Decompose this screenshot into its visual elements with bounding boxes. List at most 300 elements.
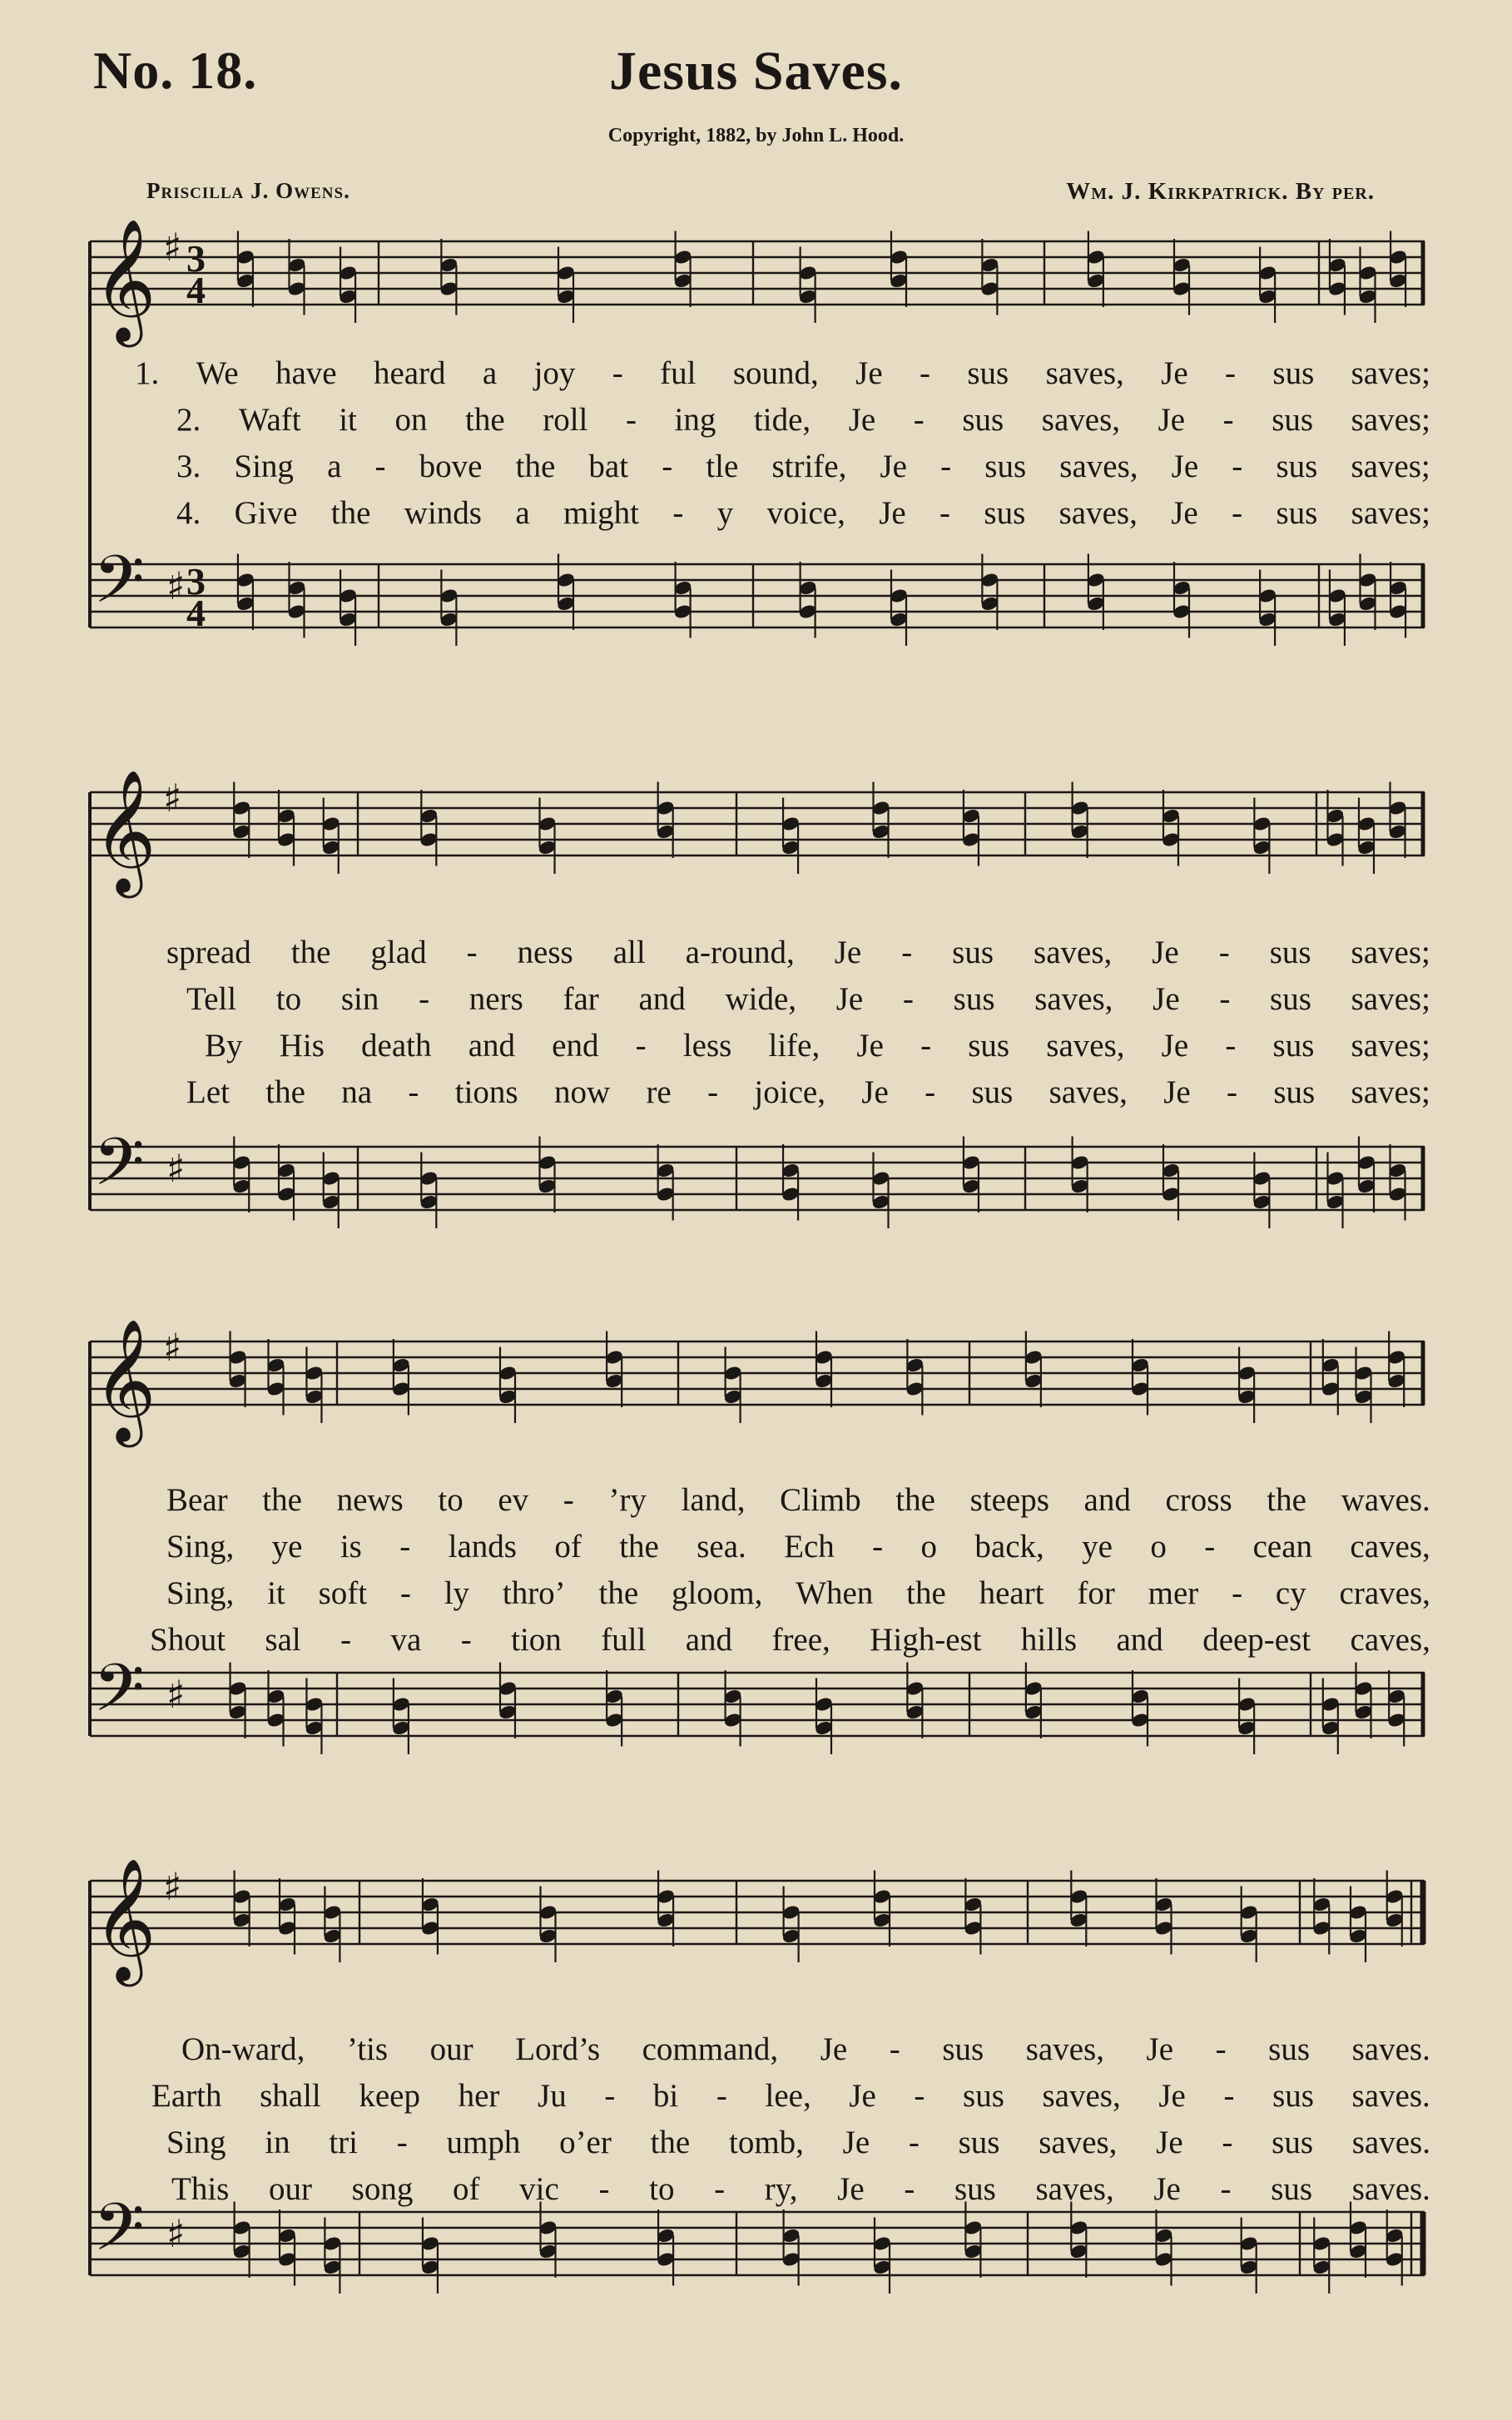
lyric-syllable: ly [444, 1575, 470, 1611]
sharp-icon: ♯ [163, 775, 182, 821]
lyric-syllable: ners [468, 981, 523, 1017]
lyric-syllable: - [1204, 1529, 1216, 1565]
lyric-syllable: all [612, 935, 646, 970]
lyric-syllable: Sing, [166, 1529, 235, 1565]
lyric-syllable: sal [265, 1622, 301, 1658]
lyric-syllable: sus [984, 449, 1027, 484]
lyric-syllable: - [714, 2171, 726, 2207]
lyric-syllable: ye [271, 1529, 303, 1565]
lyric-syllable: - [374, 449, 386, 484]
hymn-title: Jesus Saves. [608, 41, 904, 102]
lyric-syllable: - [1222, 402, 1234, 438]
lyric-syllable: the [906, 1575, 946, 1611]
lyric-syllable: - [340, 1622, 352, 1658]
lyric-syllable: joy [533, 355, 576, 391]
lyric-syllable: This [171, 2171, 230, 2207]
lyric-syllable: Bear [166, 1482, 228, 1518]
lyric-syllable: Tell [186, 981, 237, 1017]
lyricist-credit: Priscilla J. Owens. [146, 178, 350, 203]
lyric-syllable: - [662, 449, 673, 484]
lyric-syllable: sound, [732, 355, 819, 391]
lyric-syllable: and [685, 1622, 733, 1658]
lyric-syllable: command, [642, 2031, 779, 2067]
lyric-syllable: full [601, 1622, 647, 1658]
lyric-syllable: to [275, 981, 302, 1017]
lyric-syllable: shall [260, 2078, 321, 2114]
lyric-syllable: ry, [764, 2171, 798, 2207]
lyric-syllable: Give [234, 495, 298, 531]
lyric-syllable: Climb [780, 1482, 861, 1518]
lyric-syllable: winds [404, 495, 482, 531]
lyric-syllable: strife, [771, 449, 847, 484]
lyric-syllable: - [563, 1482, 574, 1518]
lyric-syllable: Je [856, 1028, 884, 1064]
composer-credit: Wm. J. Kirkpatrick. By per. [1066, 178, 1375, 205]
lyric-syllable: - [1219, 981, 1231, 1017]
lyric-syllable: Je [1161, 1028, 1189, 1064]
lyric-syllable: sea. [697, 1529, 746, 1565]
lyric-line [151, 2077, 1430, 2115]
lyric-syllable: of [554, 1529, 582, 1565]
lyric-syllable: saves; [1351, 1074, 1430, 1110]
lyric-syllable: sus [952, 935, 994, 970]
lyric-syllable: the [650, 2125, 691, 2160]
lyric-syllable: y [716, 495, 734, 531]
lyric-syllable: - [1225, 1028, 1237, 1064]
lyric-syllable: His [279, 1028, 325, 1064]
lyric-syllable: sus [968, 1028, 1010, 1064]
lyric-syllable: sus [967, 355, 1009, 391]
lyric-syllable: it [339, 402, 357, 438]
lyric-syllable: Je [835, 981, 864, 1017]
lyric-syllable: saves; [1351, 495, 1430, 531]
lyric-syllable: Shout [150, 1622, 226, 1658]
lyric-syllable: o [1150, 1529, 1167, 1565]
lyric-syllable: Je [880, 449, 907, 484]
lyric-syllable: - [939, 495, 951, 531]
time-signature-denominator: 4 [186, 269, 206, 311]
sharp-icon: ♯ [166, 563, 186, 608]
lyric-syllable: - [612, 355, 623, 391]
lyric-syllable: saves. [1351, 2171, 1430, 2207]
lyric-syllable: end [552, 1028, 599, 1064]
lyric-syllable: soft [318, 1575, 368, 1611]
lyric-syllable: vic [519, 2171, 559, 2207]
lyric-syllable: Je [861, 1074, 889, 1110]
lyric-syllable: bat [588, 449, 629, 484]
lyric-syllable: bove [419, 449, 483, 484]
sharp-icon: ♯ [166, 2210, 186, 2256]
lyric-syllable: keep [359, 2078, 420, 2114]
lyric-syllable: Je [1171, 495, 1198, 531]
lyric-syllable: have [275, 355, 337, 391]
lyric-syllable: saves. [1351, 2031, 1430, 2067]
lyric-syllable: sus [963, 2078, 1004, 2114]
lyric-syllable: - [1220, 2171, 1232, 2207]
lyric-syllable: tions [454, 1074, 518, 1110]
lyric-syllable: sus [1273, 1074, 1316, 1110]
lyric-syllable: saves; [1351, 449, 1430, 484]
lyric-syllable: sus [958, 2125, 1000, 2160]
lyric-syllable: sus [954, 2171, 996, 2207]
sharp-icon: ♯ [163, 224, 182, 270]
lyric-syllable: - [1225, 355, 1237, 391]
sharp-icon: ♯ [163, 1324, 182, 1370]
lyric-line [186, 1074, 1430, 1111]
lyric-syllable: song [351, 2171, 414, 2207]
lyric-syllable: - [604, 2078, 616, 2114]
lyric-syllable: - [1215, 2031, 1227, 2067]
lyric-syllable: o’er [559, 2125, 612, 2160]
lyric-syllable: Lord’s [515, 2031, 601, 2067]
lyric-syllable: Sing [234, 449, 294, 484]
lyric-syllable: Je [1152, 935, 1179, 970]
lyric-syllable: and [638, 981, 686, 1017]
lyric-syllable: in [265, 2125, 290, 2160]
lyric-syllable: bi [652, 2078, 679, 2114]
lyric-syllable: sus [1272, 2078, 1314, 2114]
lyric-syllable: Earth [151, 2078, 222, 2114]
lyric-syllable: Je [1161, 355, 1188, 391]
lyric-line [166, 2124, 1430, 2161]
lyric-syllable: Je [848, 402, 876, 438]
lyric-syllable: wide, [725, 981, 797, 1017]
lyric-syllable: - [716, 2078, 727, 2114]
lyric-syllable: caves, [1350, 1622, 1430, 1658]
lyric-syllable: - [940, 449, 952, 484]
lyric-syllable: - [419, 981, 430, 1017]
lyric-syllable: saves, [1034, 935, 1113, 970]
lyric-syllable: saves; [1351, 935, 1430, 970]
lyric-syllable: tomb, [728, 2125, 804, 2160]
lyric-line [181, 2031, 1430, 2068]
lyric-syllable: a [482, 355, 498, 391]
lyric-syllable: sus [1268, 2031, 1311, 2067]
lyric-syllable: Je [1171, 449, 1199, 484]
lyric-syllable: and [1083, 1482, 1131, 1518]
lyric-syllable: thro’ [502, 1575, 566, 1611]
lyric-syllable: saves, [1041, 402, 1120, 438]
lyric-syllable: spread [166, 935, 251, 970]
lyric-syllable: ’tis [346, 2031, 389, 2067]
lyric-syllable: - [399, 1575, 411, 1611]
lyric-syllable: sus [942, 2031, 984, 2067]
lyric-syllable: lee, [765, 2078, 811, 2114]
lyric-syllable: the [290, 935, 331, 970]
lyric-syllable: tion [511, 1622, 562, 1658]
lyric-syllable: the [330, 495, 371, 531]
lyric-syllable: her [458, 2078, 500, 2114]
lyric-syllable: - [1218, 935, 1230, 970]
lyric-syllable: caves, [1350, 1529, 1430, 1565]
lyric-syllable: On-ward, [181, 2031, 305, 2067]
bass-clef-icon: 𝄢 [93, 1649, 145, 1743]
lyric-line [186, 980, 1430, 1018]
lyric-syllable: Je [849, 2078, 876, 2114]
lyric-syllable: - [920, 355, 930, 391]
lyric-syllable: tri [329, 2125, 359, 2160]
lyric-syllable: waves. [1341, 1482, 1430, 1518]
lyric-line [176, 401, 1430, 439]
lyric-syllable: We [196, 355, 239, 391]
lyric-syllable: Ju [538, 2078, 567, 2114]
sharp-icon: ♯ [163, 1863, 182, 1909]
lyric-syllable: - [635, 1028, 647, 1064]
lyric-syllable: saves, [1042, 2078, 1121, 2114]
lyric-syllable: heart [979, 1575, 1044, 1611]
lyric-syllable: Je [1153, 981, 1180, 1017]
lyric-syllable: Je [1146, 2031, 1174, 2067]
lyric-syllable: the [598, 1575, 639, 1611]
lyric-syllable: - [1232, 495, 1243, 531]
lyric-syllable: glad [370, 935, 427, 970]
lyric-syllable: - [1223, 2078, 1235, 2114]
lyric-syllable: Let [186, 1074, 230, 1110]
lyric-syllable: free, [771, 1622, 830, 1658]
lyric-syllable: - [901, 935, 913, 970]
lyric-syllable: cean [1252, 1529, 1313, 1565]
lyric-syllable: By [205, 1028, 243, 1064]
bass-clef-icon: 𝄢 [93, 2189, 145, 2282]
lyric-syllable: Waft [238, 402, 301, 438]
lyric-syllable: High-est [870, 1622, 982, 1658]
lyric-syllable: saves, [1039, 2125, 1118, 2160]
lyric-syllable: steeps [969, 1482, 1049, 1518]
lyric-syllable: the [262, 1482, 302, 1518]
lyric-syllable: tle [706, 449, 739, 484]
lyric-syllable: Je [820, 2031, 848, 2067]
lyric-syllable: the [619, 1529, 659, 1565]
lyric-syllable: and [1116, 1622, 1163, 1658]
lyric-syllable: Je [1158, 402, 1186, 438]
lyric-syllable: sus [1276, 449, 1318, 484]
lyric-syllable: saves; [1351, 1028, 1430, 1064]
lyric-line [150, 1621, 1430, 1659]
lyric-syllable: the [265, 1074, 305, 1110]
lyric-syllable: - [914, 2078, 925, 2114]
lyric-syllable: a-round, [685, 935, 795, 970]
lyric-syllable: - [908, 2125, 920, 2160]
lyric-syllable: a [515, 495, 530, 531]
lyric-syllable: far [563, 981, 599, 1017]
lyric-syllable: - [396, 2125, 408, 2160]
time-signature-numerator: 3 [186, 560, 206, 603]
lyric-syllable: sus [1272, 402, 1314, 438]
lyric-syllable: cy [1275, 1575, 1306, 1611]
lyric-syllable: our [429, 2031, 473, 2067]
lyric-syllable: o [920, 1529, 938, 1565]
lyric-syllable: sus [1272, 355, 1315, 391]
treble-staff [90, 1318, 1425, 1447]
lyric-syllable: for [1077, 1575, 1115, 1611]
lyric-syllable: Je [855, 355, 883, 391]
lyric-line [176, 494, 1430, 532]
treble-clef-icon: 𝄞 [93, 1318, 156, 1442]
lyric-syllable: - [1227, 1074, 1238, 1110]
lyric-line [176, 448, 1430, 485]
bass-clef-icon: 𝄢 [93, 541, 145, 634]
lyric-syllable: hills [1020, 1622, 1078, 1658]
lyric-syllable: the [465, 402, 505, 438]
lyric-syllable: it [267, 1575, 285, 1611]
lyric-syllable: news [336, 1482, 404, 1518]
lyric-syllable: the [1267, 1482, 1306, 1518]
lyric-syllable: sus [1276, 495, 1318, 531]
lyric-line [166, 1481, 1430, 1519]
lyric-line [166, 934, 1430, 971]
lyric-syllable: sus [1272, 2125, 1313, 2160]
lyric-syllable: - [625, 402, 637, 438]
lyric-syllable: re [646, 1074, 672, 1110]
lyric-syllable: Je [1156, 2125, 1183, 2160]
lyric-syllable: - [399, 1529, 411, 1565]
lyric-syllable: saves; [1351, 981, 1430, 1017]
lyric-syllable: voice, [766, 495, 845, 531]
lyric-syllable: roll [543, 402, 588, 438]
lyric-syllable: - [1232, 1575, 1243, 1611]
sharp-icon: ♯ [166, 1671, 186, 1717]
lyric-syllable: death [361, 1028, 432, 1064]
lyric-syllable: lands [448, 1529, 517, 1565]
lyric-syllable: the [515, 449, 556, 484]
lyric-syllable: craves, [1339, 1575, 1430, 1611]
lyric-syllable: Je [837, 2171, 865, 2207]
lyric-syllable: saves, [1058, 495, 1138, 531]
lyric-syllable: is [340, 1529, 362, 1565]
treble-clef-icon: 𝄞 [93, 1857, 156, 1981]
lyric-syllable: - [408, 1074, 419, 1110]
lyric-syllable: - [672, 495, 684, 531]
lyric-syllable: - [1232, 449, 1243, 484]
lyric-line [166, 1574, 1430, 1612]
lyric-syllable: saves, [1025, 2031, 1104, 2067]
lyric-syllable: ye [1082, 1529, 1113, 1565]
lyric-syllable: Je [1153, 2171, 1181, 2207]
lyric-syllable: - [904, 2171, 915, 2207]
bass-staff [90, 1649, 1425, 1743]
lyric-syllable: the [895, 1482, 935, 1518]
lyric-syllable: mer [1148, 1575, 1199, 1611]
lyric-syllable: on [394, 402, 428, 438]
lyric-syllable: saves, [1035, 2171, 1114, 2207]
lyric-syllable: saves, [1045, 355, 1124, 391]
lyric-syllable: - [889, 2031, 900, 2067]
lyric-syllable: saves; [1351, 402, 1430, 438]
lyric-syllable: - [925, 1074, 936, 1110]
lyric-syllable: - [598, 2171, 610, 2207]
lyric-syllable: ev [498, 1482, 529, 1518]
lyric-syllable: - [466, 935, 478, 970]
lyric-syllable: now [553, 1074, 611, 1110]
copyright-line: Copyright, 1882, by John L. Hood. [607, 125, 905, 146]
treble-staff [90, 769, 1425, 898]
lyric-syllable: Je [1163, 1074, 1191, 1110]
lyric-syllable: deep-est [1202, 1622, 1311, 1658]
lyric-syllable: sus [1271, 2171, 1313, 2207]
lyric-syllable: When [796, 1575, 874, 1611]
lyric-syllable: our [269, 2171, 312, 2207]
lyric-syllable: na [341, 1074, 373, 1110]
lyric-syllable: Je [1158, 2078, 1186, 2114]
lyric-syllable: - [902, 981, 914, 1017]
treble-staff [90, 1857, 1425, 1986]
lyric-syllable: of [453, 2171, 480, 2207]
lyric-syllable: - [913, 402, 925, 438]
lyric-syllable: Sing [166, 2125, 226, 2160]
lyric-syllable: heard [373, 355, 446, 391]
lyric-line [205, 1027, 1430, 1064]
lyric-line [166, 1528, 1430, 1565]
lyric-syllable: sus [1269, 935, 1311, 970]
lyric-syllable: a [327, 449, 342, 484]
lyric-syllable: - [460, 1622, 472, 1658]
lyric-line [135, 355, 1430, 392]
lyric-syllable: life, [768, 1028, 820, 1064]
lyric-syllable: and [468, 1028, 515, 1064]
lyric-syllable: 1. [135, 355, 160, 391]
lyric-syllable: 4. [176, 495, 201, 531]
lyric-syllable: ful [660, 355, 697, 391]
lyric-syllable: saves, [1048, 1074, 1128, 1110]
lyric-syllable: sus [1272, 1028, 1315, 1064]
lyric-syllable: sus [971, 1074, 1014, 1110]
lyric-syllable: ’ry [608, 1482, 647, 1518]
lyric-syllable: sus [984, 495, 1026, 531]
lyric-syllable: sus [962, 402, 1004, 438]
lyric-syllable: less [682, 1028, 732, 1064]
lyric-syllable: Je [842, 2125, 870, 2160]
lyric-syllable: saves, [1059, 449, 1138, 484]
sharp-icon: ♯ [166, 1145, 186, 1191]
lyric-syllable: Sing, [166, 1575, 235, 1611]
lyric-syllable: - [707, 1074, 719, 1110]
lyric-syllable: ing [674, 402, 716, 438]
lyric-syllable: - [920, 1028, 932, 1064]
lyric-syllable: Ech [784, 1529, 835, 1565]
lyric-syllable: to [649, 2171, 675, 2207]
lyric-syllable: saves, [1034, 981, 1113, 1017]
lyric-syllable: - [1222, 2125, 1233, 2160]
hymn-number: No. 18. [93, 41, 258, 100]
lyric-syllable: 2. [176, 402, 201, 438]
lyric-syllable: land, [681, 1482, 746, 1518]
lyric-syllable: 3. [176, 449, 201, 484]
lyric-syllable: saves, [1046, 1028, 1125, 1064]
lyric-syllable: va [390, 1622, 422, 1658]
lyric-syllable: saves; [1351, 355, 1430, 391]
lyric-syllable: gloom, [671, 1575, 763, 1611]
lyric-syllable: tide, [753, 402, 811, 438]
lyric-syllable: Je [879, 495, 906, 531]
lyric-syllable: sus [1270, 981, 1311, 1017]
lyric-line [171, 2170, 1430, 2208]
lyric-syllable: joice, [754, 1074, 825, 1110]
lyric-syllable: to [438, 1482, 464, 1518]
lyric-syllable: umph [446, 2125, 521, 2160]
lyric-syllable: might [563, 495, 640, 531]
lyric-syllable: saves. [1351, 2125, 1430, 2160]
lyric-syllable: Je [834, 935, 862, 970]
time-signature-numerator: 3 [186, 237, 206, 280]
lyric-syllable: - [872, 1529, 884, 1565]
bass-clef-icon: 𝄢 [93, 1123, 145, 1217]
lyric-syllable: cross [1165, 1482, 1232, 1518]
treble-clef-icon: 𝄞 [93, 218, 156, 342]
lyric-syllable: ness [517, 935, 573, 970]
lyric-syllable: sin [340, 981, 379, 1017]
time-signature-denominator: 4 [186, 592, 206, 634]
lyric-syllable: back, [974, 1529, 1044, 1565]
